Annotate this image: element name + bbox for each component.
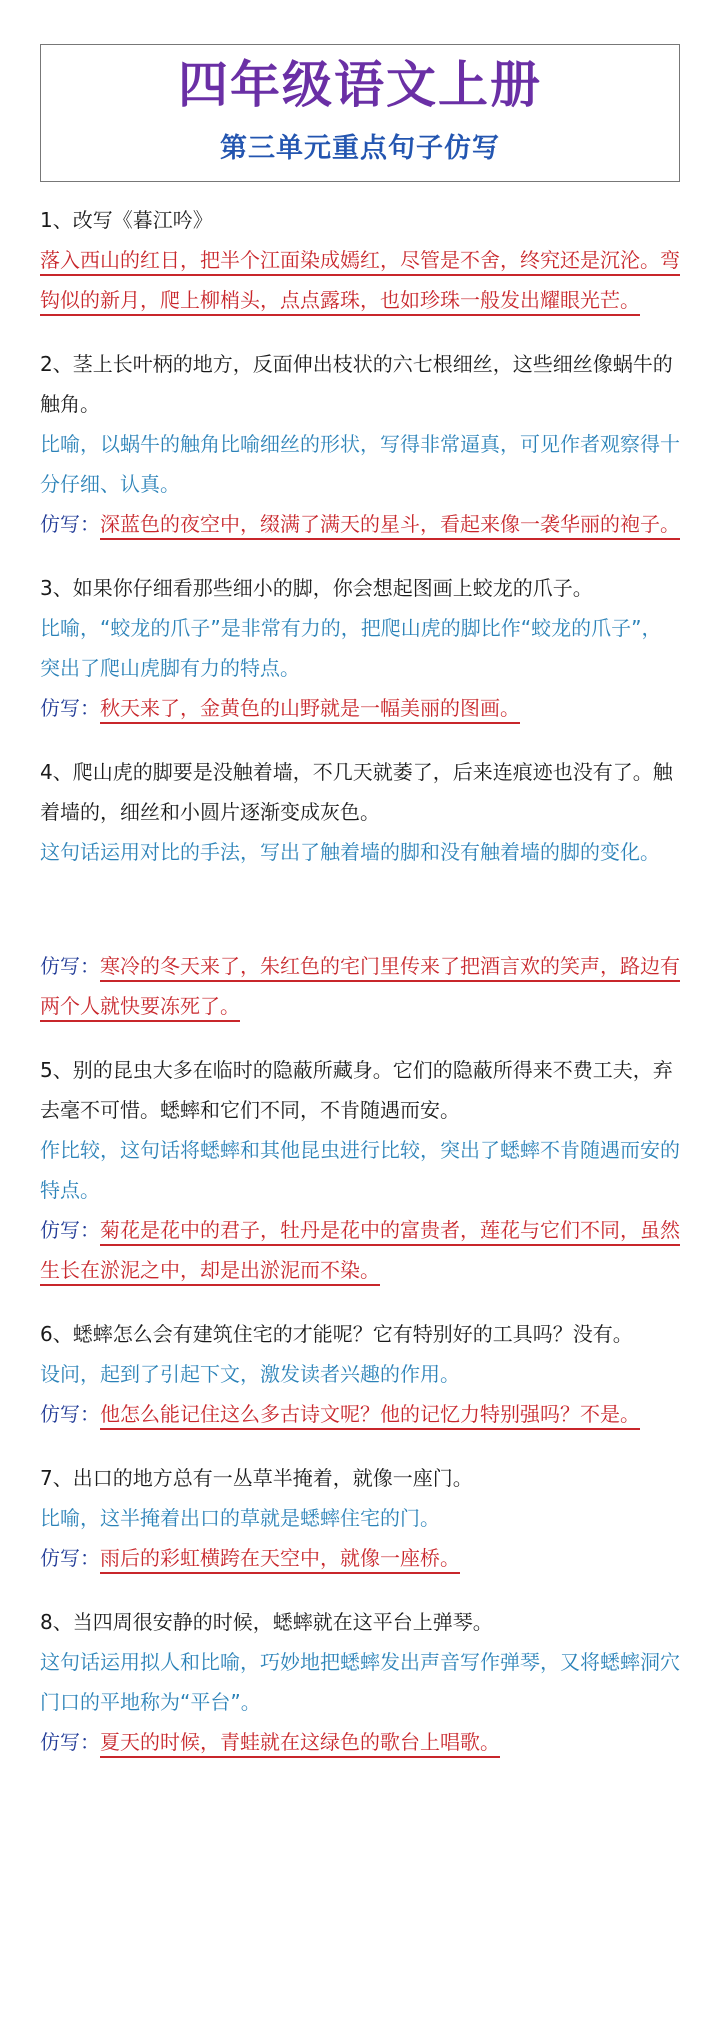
list-item [40, 1458, 680, 1578]
header-box [40, 44, 680, 182]
example-text [40, 946, 680, 1026]
example-body: 落入西山的红日，把半个江面染成嫣红，尽管是不舍，终究还是沉沦。弯钩似的新月，爬上柳梢头，点点露珠，也如珍珠一般发出耀眼光芒。 [40, 248, 680, 312]
example-text [40, 688, 680, 728]
list-item [40, 1314, 680, 1434]
sentence-list [40, 200, 680, 1786]
example-text [40, 504, 680, 544]
explanation-text: 作比较，这句话将蟋蟀和其他昆虫进行比较，突出了蟋蟀不肯随遇而安的特点。 [40, 1138, 680, 1202]
question-text: 3、如果你仔细看那些细小的脚，你会想起图画上蛟龙的爪子。 [40, 576, 593, 600]
example-label: 仿写： [40, 1730, 100, 1754]
explanation-text: 设问，起到了引起下文，激发读者兴趣的作用。 [40, 1362, 460, 1386]
example-label: 仿写： [40, 1546, 100, 1570]
explanation-text: 比喻，“蛟龙的爪子”是非常有力的，把爬山虎的脚比作“蛟龙的爪子”，突出了爬山虎脚有力的特点。 [40, 616, 662, 680]
example-label: 仿写： [40, 512, 100, 536]
list-item [40, 1602, 680, 1762]
question-text: 2、茎上长叶柄的地方，反面伸出枝状的六七根细丝，这些细丝像蜗牛的触角。 [40, 352, 673, 416]
example-body: 雨后的彩虹横跨在天空中，就像一座桥。 [100, 1546, 460, 1570]
example-label: 仿写： [40, 1218, 100, 1242]
list-item [40, 200, 680, 320]
example-text [40, 1538, 680, 1578]
list-item [40, 568, 680, 728]
example-text [40, 1722, 680, 1762]
question-text: 8、当四周很安静的时候，蟋蟀就在这平台上弹琴。 [40, 1610, 493, 1634]
question-text: 5、别的昆虫大多在临时的隐蔽所藏身。它们的隐蔽所得来不费工夫，弃去毫不可惜。蟋蟀和它们不同，不肯随遇而安。 [40, 1058, 673, 1122]
question-text: 6、蟋蟀怎么会有建筑住宅的才能呢？它有特别好的工具吗？没有。 [40, 1322, 633, 1346]
example-body: 秋天来了，金黄色的山野就是一幅美丽的图画。 [100, 696, 520, 720]
explanation-text: 这句话运用拟人和比喻，巧妙地把蟋蟀发出声音写作弹琴，又将蟋蟀洞穴门口的平地称为“平台”。 [40, 1650, 680, 1714]
example-body: 夏天的时候，青蛙就在这绿色的歌台上唱歌。 [100, 1730, 500, 1754]
example-label: 仿写： [40, 954, 100, 978]
example-body: 他怎么能记住这么多古诗文呢？他的记忆力特别强吗？不是。 [100, 1402, 640, 1426]
example-text [40, 1210, 680, 1290]
explanation-text: 比喻，以蜗牛的触角比喻细丝的形状，写得非常逼真，可见作者观察得十分仔细、认真。 [40, 432, 680, 496]
example-label: 仿写： [40, 696, 100, 720]
question-text: 1、改写《暮江吟》 [40, 208, 213, 232]
example-text [40, 1394, 680, 1434]
question-text: 7、出口的地方总有一丛草半掩着，就像一座门。 [40, 1466, 473, 1490]
example-text [40, 240, 680, 320]
list-item [40, 1050, 680, 1290]
example-body: 寒冷的冬天来了，朱红色的宅门里传来了把酒言欢的笑声，路边有两个人就快要冻死了。 [40, 954, 680, 1018]
example-body: 深蓝色的夜空中，缀满了满天的星斗，看起来像一袭华丽的袍子。 [100, 512, 680, 536]
example-body: 菊花是花中的君子，牡丹是花中的富贵者，莲花与它们不同，虽然生长在淤泥之中，却是出淤泥而不染。 [40, 1218, 680, 1282]
list-item [40, 344, 680, 544]
list-item [40, 752, 680, 1026]
example-label: 仿写： [40, 1402, 100, 1426]
explanation-text: 比喻，这半掩着出口的草就是蟋蟀住宅的门。 [40, 1506, 440, 1530]
question-text: 4、爬山虎的脚要是没触着墙，不几天就萎了，后来连痕迹也没有了。触着墙的，细丝和小圆片逐渐变成灰色。 [40, 760, 673, 824]
page-title: 四年级语文上册 [178, 56, 542, 114]
blank-space [40, 872, 680, 946]
explanation-text: 这句话运用对比的手法，写出了触着墙的脚和没有触着墙的脚的变化。 [40, 840, 660, 864]
page-subtitle: 第三单元重点句子仿写 [220, 133, 500, 164]
